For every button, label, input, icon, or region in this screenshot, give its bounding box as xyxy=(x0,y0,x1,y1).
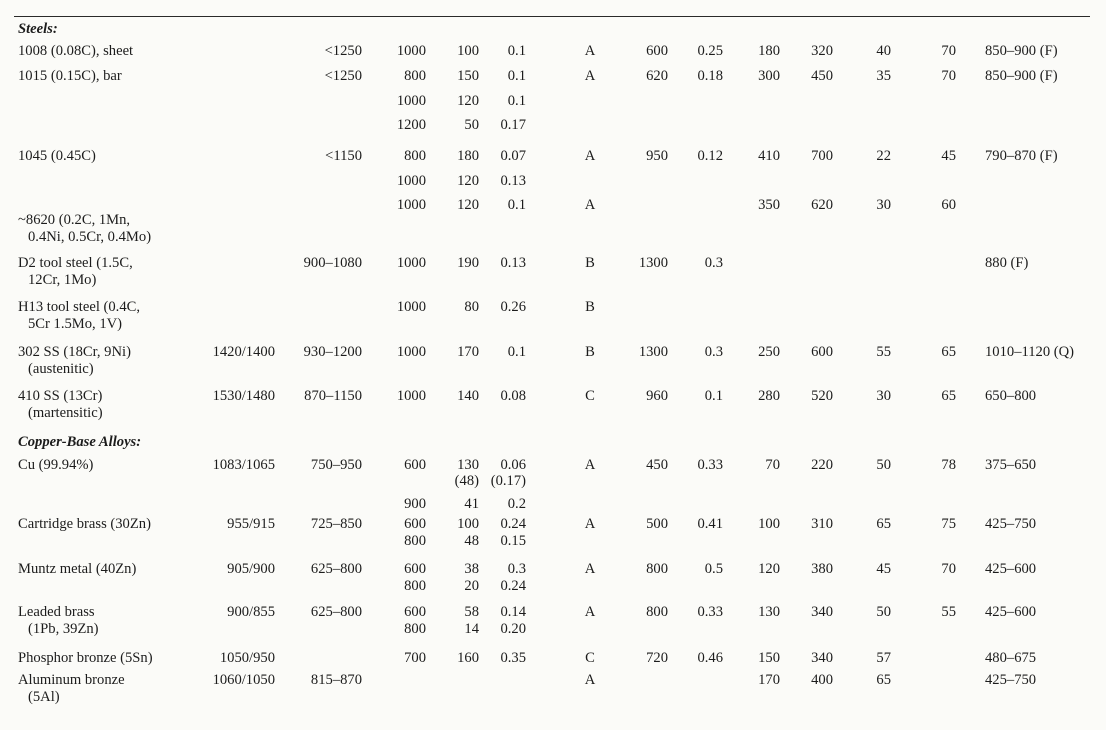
cell-c1: 960 xyxy=(646,388,668,404)
cell-C: 180 xyxy=(457,148,479,164)
cell-C: 20 xyxy=(464,578,479,594)
cell-ts: 220 xyxy=(811,457,833,473)
cell-el: 55 xyxy=(876,344,891,360)
cell-melt: 1060/1050 xyxy=(212,672,275,688)
cell-anneal: 850–900 (F) xyxy=(985,68,1058,84)
material-name-line: Phosphor bronze (5Sn) xyxy=(18,650,153,666)
cell-C: 160 xyxy=(457,650,479,666)
material-name-line: 12Cr, 1Mo) xyxy=(28,271,97,288)
material-name-line: 0.4Ni, 0.5Cr, 0.4Mo) xyxy=(28,228,152,245)
cell-work: 870–1150 xyxy=(304,388,362,404)
cell-el: 22 xyxy=(876,148,891,164)
cell-C: 120 xyxy=(457,92,479,109)
cell-T: 1200 xyxy=(396,117,426,133)
cell-ys: 70 xyxy=(765,457,780,473)
cell-ra: 70 xyxy=(941,43,956,59)
cell-c1: 1300 xyxy=(638,255,668,271)
material-name-line: (1Pb, 39Zn) xyxy=(28,620,99,637)
cell-m: 0.1 xyxy=(507,197,526,213)
cell-melt: 1050/950 xyxy=(219,650,275,666)
cell-C: 100 xyxy=(457,43,479,59)
cell-T: 800 xyxy=(404,68,426,84)
cell-c1: 720 xyxy=(646,650,668,666)
cell-grp: A xyxy=(584,516,596,532)
cell-ys: 100 xyxy=(758,516,780,532)
cell-m: 0.17 xyxy=(500,117,526,133)
cell-m: 0.13 xyxy=(500,255,526,271)
material-name-line: 5Cr 1.5Mo, 1V) xyxy=(28,315,123,332)
cell-m: 0.2 xyxy=(507,496,526,512)
cell-work: <1150 xyxy=(325,148,362,164)
cell-ts: 340 xyxy=(811,650,833,666)
cell-m: 0.1 xyxy=(507,68,526,84)
cell-grp: A xyxy=(584,561,596,577)
cell-grp: A xyxy=(584,604,596,620)
cell-c2: 0.46 xyxy=(697,650,723,666)
cell-ra: 55 xyxy=(941,604,956,620)
material-name-line: Leaded brass xyxy=(18,604,95,620)
cell-work: 750–950 xyxy=(310,457,362,473)
cell-m: 0.1 xyxy=(507,344,526,360)
cell-T: 800 xyxy=(404,148,426,164)
cell-el: 50 xyxy=(876,457,891,473)
cell-anneal: 790–870 (F) xyxy=(985,148,1058,164)
cell-el: 45 xyxy=(876,561,891,577)
cell-c2: 0.12 xyxy=(697,148,723,164)
cell-C: 120 xyxy=(457,172,479,189)
cell-el: 35 xyxy=(876,68,891,84)
material-name-line: H13 tool steel (0.4C, xyxy=(18,299,141,315)
cell-c1: 500 xyxy=(646,516,668,532)
cell-m: 0.15 xyxy=(500,533,526,549)
cell-ts: 450 xyxy=(811,68,833,84)
cell-anneal: 425–600 xyxy=(985,561,1037,577)
cell-C: 48 xyxy=(464,533,479,549)
cell-T: 600 xyxy=(404,457,426,473)
cell-melt: 1420/1400 xyxy=(212,344,275,360)
cell-m: 0.26 xyxy=(500,299,526,315)
cell-ra: 60 xyxy=(941,197,956,213)
table-top-rule xyxy=(14,16,1090,17)
cell-c2: 0.25 xyxy=(697,43,723,59)
material-name-line: 1015 (0.15C), bar xyxy=(18,68,122,84)
cell-C: 150 xyxy=(457,68,479,84)
material-name-line: Aluminum bronze xyxy=(18,672,125,688)
cell-m: 0.35 xyxy=(500,650,526,666)
cell-C: 140 xyxy=(457,388,479,404)
cell-c1: 1300 xyxy=(638,344,668,360)
cell-m: 0.08 xyxy=(500,388,526,404)
cell-T: 1000 xyxy=(396,255,426,271)
cell-m: 0.24 xyxy=(500,578,526,594)
cell-T: 600 xyxy=(404,561,426,577)
material-name xyxy=(18,148,203,165)
cell-work: 625–800 xyxy=(310,604,362,620)
cell-c1: 600 xyxy=(646,43,668,59)
cell-el: 57 xyxy=(876,650,891,666)
cell-anneal: 425–750 xyxy=(985,672,1037,688)
cell-c2: 0.18 xyxy=(697,68,723,84)
cell-ra: 45 xyxy=(941,148,956,164)
cell-c2: 0.1 xyxy=(704,388,723,404)
cell-ts: 320 xyxy=(811,43,833,59)
cell-work: 900–1080 xyxy=(303,255,362,271)
cell-T: 800 xyxy=(404,533,426,549)
cell-C: (48) xyxy=(454,473,479,489)
cell-anneal: 375–650 xyxy=(985,457,1037,473)
cell-T: 1000 xyxy=(396,388,426,404)
cell-ts: 700 xyxy=(811,148,833,164)
material-name-line: (martensitic) xyxy=(28,404,103,421)
cell-ys: 280 xyxy=(758,388,780,404)
cell-ra: 75 xyxy=(941,516,956,532)
cell-work: 725–850 xyxy=(310,516,362,532)
cell-grp: A xyxy=(584,68,596,84)
cell-T: 1000 xyxy=(396,43,426,59)
material-name-line: Cartridge brass (30Zn) xyxy=(18,516,151,532)
cell-ys: 150 xyxy=(758,650,780,666)
material-name-line: ~8620 (0.2C, 1Mn, xyxy=(18,212,131,228)
cell-ts: 380 xyxy=(811,561,833,577)
cell-C: 190 xyxy=(457,255,479,271)
cell-C: 170 xyxy=(457,344,479,360)
cell-el: 50 xyxy=(876,604,891,620)
cell-m: 0.13 xyxy=(500,172,526,189)
cell-m: 0.1 xyxy=(507,43,526,59)
cell-anneal: 480–675 xyxy=(985,650,1037,666)
cell-melt: 955/915 xyxy=(227,516,275,532)
cell-T: 1000 xyxy=(396,197,426,213)
cell-m: 0.07 xyxy=(500,148,526,164)
cell-C: 41 xyxy=(464,496,479,512)
cell-T: 900 xyxy=(404,496,426,512)
cell-el: 65 xyxy=(876,516,891,532)
material-name xyxy=(18,299,203,332)
cell-C: 100 xyxy=(457,516,479,532)
section-title: Copper-Base Alloys: xyxy=(18,434,142,450)
material-name-line: (austenitic) xyxy=(28,360,94,377)
cell-grp: B xyxy=(585,255,595,271)
material-name-line: Muntz metal (40Zn) xyxy=(18,561,137,577)
cell-ys: 180 xyxy=(758,43,780,59)
material-name-line: (5Al) xyxy=(28,688,60,705)
cell-m: 0.14 xyxy=(500,604,526,620)
cell-c2: 0.33 xyxy=(697,604,723,620)
cell-m: 0.06 xyxy=(500,457,526,473)
cell-ys: 410 xyxy=(758,148,780,164)
material-name xyxy=(18,43,203,60)
material-name-line: 410 SS (13Cr) xyxy=(18,388,103,404)
cell-C: 58 xyxy=(464,604,479,620)
cell-C: 80 xyxy=(464,299,479,315)
cell-ts: 520 xyxy=(811,388,833,404)
cell-ys: 130 xyxy=(758,604,780,620)
cell-el: 30 xyxy=(876,388,891,404)
cell-c2: 0.33 xyxy=(697,457,723,473)
cell-ys: 300 xyxy=(758,68,780,84)
cell-ra: 70 xyxy=(941,68,956,84)
cell-ra: 70 xyxy=(941,561,956,577)
cell-T: 700 xyxy=(404,650,426,666)
cell-melt: 900/855 xyxy=(227,604,275,620)
cell-work: 930–1200 xyxy=(303,344,362,360)
cell-grp: A xyxy=(584,148,596,164)
cell-m: (0.17) xyxy=(490,473,526,489)
cell-T: 1000 xyxy=(396,172,426,189)
cell-ra: 65 xyxy=(941,344,956,360)
cell-work: 815–870 xyxy=(310,672,362,688)
cell-el: 65 xyxy=(876,672,891,688)
cell-m: 0.20 xyxy=(500,621,526,637)
cell-ra: 65 xyxy=(941,388,956,404)
cell-work: <1250 xyxy=(324,43,362,59)
cell-C: 130 xyxy=(457,457,479,473)
cell-ys: 120 xyxy=(758,561,780,577)
cell-ts: 600 xyxy=(811,344,833,360)
material-name-line: 1008 (0.08C), sheet xyxy=(18,43,134,59)
cell-ra: 78 xyxy=(941,457,956,473)
material-name xyxy=(18,212,203,245)
cell-ts: 620 xyxy=(811,197,833,213)
cell-anneal: 650–800 xyxy=(985,388,1037,404)
cell-el: 30 xyxy=(876,197,891,213)
cell-m: 0.24 xyxy=(500,516,526,532)
cell-c2: 0.5 xyxy=(704,561,723,577)
cell-C: 50 xyxy=(464,117,479,133)
cell-grp: B xyxy=(585,299,595,315)
cell-ts: 340 xyxy=(811,604,833,620)
cell-c2: 0.3 xyxy=(704,255,723,271)
cell-T: 1000 xyxy=(396,344,426,360)
cell-grp: B xyxy=(585,344,595,360)
cell-c1: 450 xyxy=(646,457,668,473)
cell-c1: 620 xyxy=(646,68,668,84)
cell-C: 38 xyxy=(464,561,479,577)
cell-ts: 400 xyxy=(811,672,833,688)
cell-grp: A xyxy=(584,197,596,213)
cell-T: 1000 xyxy=(396,92,426,109)
cell-grp: A xyxy=(584,672,596,688)
cell-anneal: 425–750 xyxy=(985,516,1037,532)
cell-C: 14 xyxy=(464,621,479,637)
cell-anneal: 1010–1120 (Q) xyxy=(985,344,1075,360)
material-name-line: 302 SS (18Cr, 9Ni) xyxy=(18,344,131,360)
material-name-line: 1045 (0.45C) xyxy=(18,148,96,164)
cell-melt: 905/900 xyxy=(227,561,275,577)
cell-work: <1250 xyxy=(324,68,362,84)
cell-melt: 1083/1065 xyxy=(212,457,275,473)
cell-c2: 0.3 xyxy=(704,344,723,360)
material-name-line: D2 tool steel (1.5C, xyxy=(18,255,133,271)
cell-ys: 250 xyxy=(758,344,780,360)
cell-c2: 0.41 xyxy=(697,516,723,532)
cell-anneal: 425–600 xyxy=(985,604,1037,620)
cell-ys: 170 xyxy=(758,672,780,688)
cell-T: 1000 xyxy=(396,299,426,315)
cell-T: 800 xyxy=(404,621,426,637)
cell-work: 625–800 xyxy=(310,561,362,577)
cell-anneal: 880 (F) xyxy=(985,255,1029,271)
cell-anneal: 850–900 (F) xyxy=(985,43,1058,59)
cell-grp: C xyxy=(585,388,595,404)
cell-T: 800 xyxy=(404,578,426,594)
cell-c1: 800 xyxy=(646,561,668,577)
cell-el: 40 xyxy=(876,43,891,59)
cell-m: 0.3 xyxy=(507,561,526,577)
cell-grp: C xyxy=(585,650,595,666)
cell-melt: 1530/1480 xyxy=(212,388,275,404)
cell-m: 0.1 xyxy=(507,92,526,109)
cell-grp: A xyxy=(584,43,596,59)
cell-C: 120 xyxy=(457,197,479,213)
cell-T: 600 xyxy=(404,516,426,532)
cell-ys: 350 xyxy=(758,197,780,213)
section-title: Steels: xyxy=(18,21,58,37)
cell-T: 600 xyxy=(404,604,426,620)
material-name xyxy=(18,255,203,288)
material-name xyxy=(18,68,203,85)
cell-c1: 800 xyxy=(646,604,668,620)
cell-c1: 950 xyxy=(646,148,668,164)
material-name-line: Cu (99.94%) xyxy=(18,457,94,473)
cell-ts: 310 xyxy=(811,516,833,532)
cell-grp: A xyxy=(584,457,596,473)
